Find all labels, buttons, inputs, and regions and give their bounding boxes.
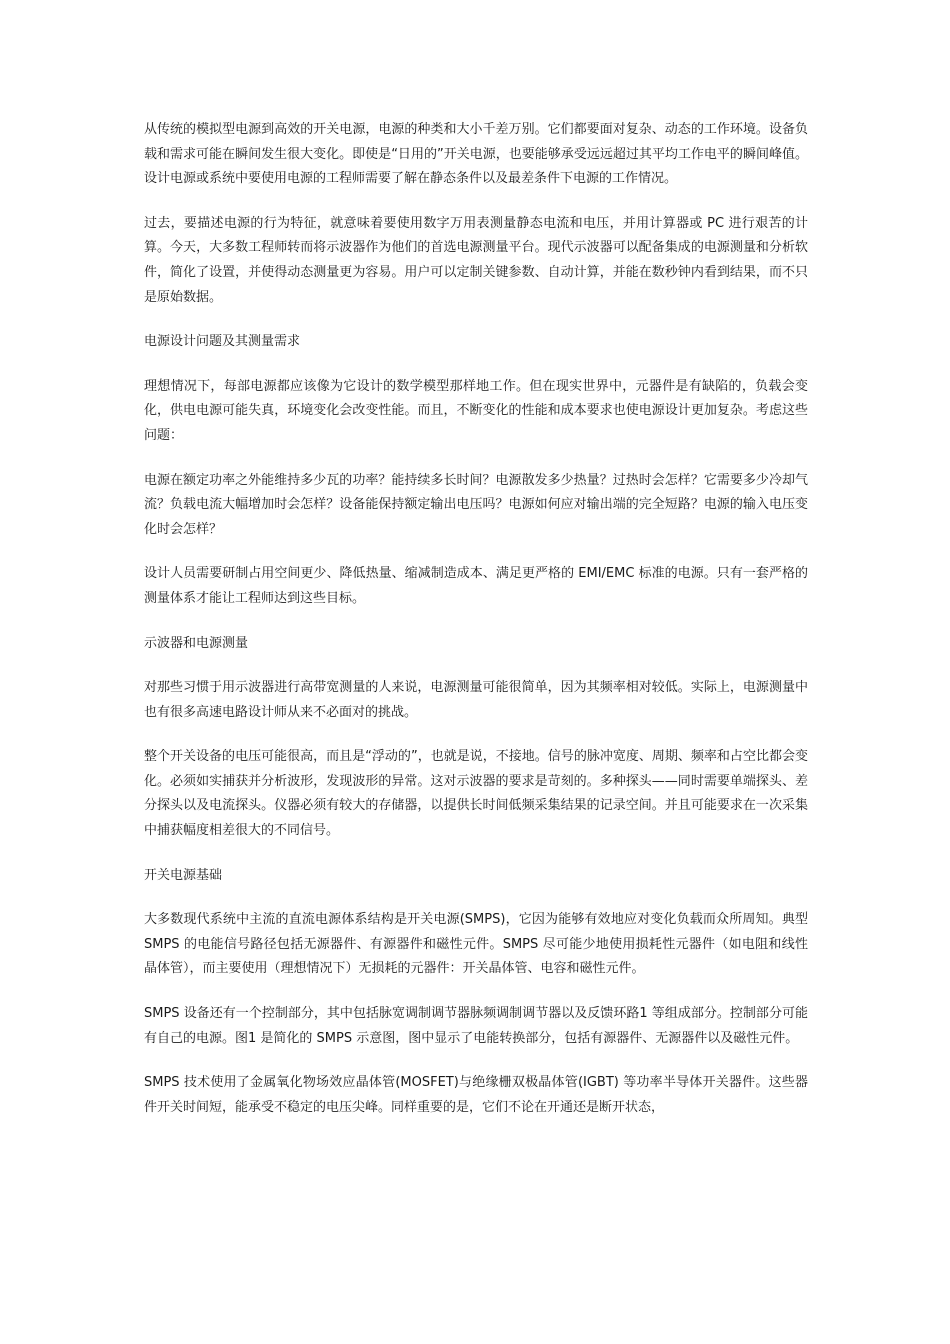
- section-heading-design-issues: 电源设计问题及其测量需求: [144, 334, 301, 350]
- paragraph-ideal: 理想情况下，每部电源都应该像为它设计的数学模型那样地工作。但在现实世界中，元器件是有缺陷的，负载会变化，供电电源可能失真，环境变化会改变性能。而且，不断变化的性能和成本要求也使电源设计更加复杂。考虑这些问题：: [144, 378, 808, 443]
- paragraph-bandwidth: 对那些习惯于用示波器进行高带宽测量的人来说，电源测量可能很简单，因为其频率相对较低。实际上，电源测量中也有很多高速电路设计师从来不必面对的挑战。: [144, 680, 808, 720]
- paragraph-history: 过去，要描述电源的行为特征，就意味着要使用数字万用表测量静态电流和电压，并用计算器或 PC 进行艰苦的计算。今天，大多数工程师转而将示波器作为他们的首选电源测量平台。现代示波器可以配备集成的电源测量和分析软件，简化了设置，并使得动态测量更为容易。用户可以定制关键参数、自动计算，并能在数秒钟内看到结果，而不只是原始数据。: [144, 215, 808, 305]
- paragraph-smps-switches: SMPS 技术使用了金属氧化物场效应晶体管(MOSFET)与绝缘栅双极晶体管(IGBT) 等功率半导体开关器件。这些器件开关时间短，能承受不稳定的电压尖峰。同样重要的是，它们不论在开通还是断开状态，: [144, 1075, 808, 1115]
- paragraph-intro: 从传统的模拟型电源到高效的开关电源，电源的种类和大小千差万别。它们都要面对复杂、动态的工作环境。设备负载和需求可能在瞬间发生很大变化。即使是“日用的”开关电源，也要能够承受远远超过其平均工作电平的瞬间峰值。设计电源或系统中要使用电源的工程师需要了解在静态条件以及最差条件下电源的工作情况。: [144, 122, 808, 187]
- document-page: [144, 118, 808, 1140]
- section-heading-oscilloscope: 示波器和电源测量: [144, 635, 249, 651]
- paragraph-requirements: 设计人员需要研制占用空间更少、降低热量、缩减制造成本、满足更严格的 EMI/EMC 标准的电源。只有一套严格的测量体系才能让工程师达到这些目标。: [144, 566, 808, 606]
- paragraph-smps-control: SMPS 设备还有一个控制部分，其中包括脉宽调制调节器脉频调制调节器以及反馈环路1 等组成部分。控制部分可能有自己的电源。图1 是简化的 SMPS 示意图，图中显示了电能转换部分，包括有源器件、无源器件以及磁性元件。: [144, 1006, 808, 1046]
- paragraph-smps-architecture: 大多数现代系统中主流的直流电源体系结构是开关电源(SMPS)，它因为能够有效地应对变化负载而众所周知。典型 SMPS 的电能信号路径包括无源器件、有源器件和磁性元件。SMPS 尽可能少地使用损耗性元器件（如电阻和线性晶体管），而主要使用（理想情况下）无损耗的元器件：开关晶体管、电容和磁性元件。: [144, 912, 808, 977]
- paragraph-questions: 电源在额定功率之外能维持多少瓦的功率？能持续多长时间？电源散发多少热量？过热时会怎样？它需要多少冷却气流？负载电流大幅增加时会怎样？设备能保持额定输出电压吗？电源如何应对输出端的完全短路？电源的输入电压变化时会怎样？: [144, 472, 808, 537]
- paragraph-floating-voltage: 整个开关设备的电压可能很高，而且是“浮动的”，也就是说，不接地。信号的脉冲宽度、周期、频率和占空比都会变化。必须如实捕获并分析波形，发现波形的异常。这对示波器的要求是苛刻的。多种探头——同时需要单端探头、差分探头以及电流探头。仪器必须有较大的存储器，以提供长时间低频采集结果的记录空间。并且可能要求在一次采集中捕获幅度相差很大的不同信号。: [144, 749, 808, 839]
- section-heading-smps-basics: 开关电源基础: [144, 867, 223, 883]
